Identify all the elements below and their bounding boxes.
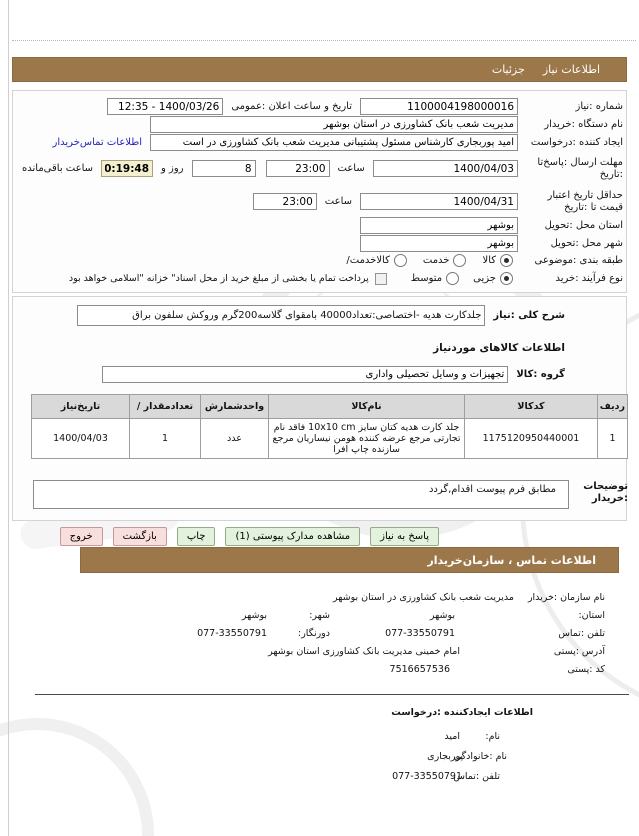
- category-goods-service-radio[interactable]: [394, 254, 407, 267]
- reply-to-need-button[interactable]: پاسخ به نیاز: [370, 527, 439, 546]
- col-need-date: تاریخ‌نیاز: [32, 395, 130, 419]
- process-minor-radio[interactable]: [500, 272, 513, 285]
- buyer-notes-label: [583, 481, 628, 505]
- org-fax-value: 077-33550791: [197, 628, 267, 639]
- item-need-date: 1400/04/03: [32, 419, 130, 459]
- announce-datetime-input[interactable]: [107, 98, 223, 115]
- response-deadline-row: [14, 157, 623, 180]
- delivery-province-input[interactable]: [360, 217, 518, 234]
- need-description-field[interactable]: جلدکارت هدیه -اختصاصی:تعداد40000 بامقوای گلاسه200گرم وروکش سلفون براق: [77, 305, 485, 326]
- subject-category-row: [14, 254, 623, 267]
- delivery-province-label: استان محل :تحویل: [544, 219, 623, 231]
- need-number-label: شماره :نیاز: [575, 100, 623, 112]
- item-name: جلد کارت هدیه کتان سایز 10x10 cm فاقد نام تجارتی مرجع عرضه کننده هومن نیساریان مرجع سازنده چاپ افرا: [269, 419, 465, 459]
- item-quantity: 1: [130, 419, 201, 459]
- process-type-row: [14, 272, 623, 285]
- response-deadline-label-line1: مهلت ارسال :پاسخ‌تا: [537, 157, 623, 168]
- price-validity-row: [14, 190, 623, 213]
- col-quantity: / تعدادمقدار: [130, 395, 201, 419]
- top-tab-bar: [12, 57, 627, 82]
- deadline-hour-label: ساعت: [337, 163, 365, 174]
- section-divider-line: [35, 694, 629, 695]
- process-medium-radio[interactable]: [446, 272, 459, 285]
- process-medium-option-label: متوسط: [410, 273, 443, 284]
- goods-group-label: گروه :کالا: [516, 369, 565, 380]
- process-type-label: نوع فرآیند :خرید: [555, 272, 623, 284]
- days-left-input[interactable]: [192, 160, 256, 177]
- buyer-device-input[interactable]: [150, 116, 518, 133]
- col-unit: واحدشمارش: [201, 395, 269, 419]
- price-validity-label-line1: حداقل تاریخ اعتبار: [547, 190, 623, 201]
- creator-lname-label: نام :خانوادگی: [453, 751, 507, 762]
- items-table: [31, 394, 628, 459]
- category-goods-option-label: کالا: [482, 255, 496, 266]
- org-name-label: نام سازمان :خریدار: [527, 592, 605, 603]
- deadline-date-input[interactable]: [373, 160, 518, 177]
- category-service-option-label: خدمت: [422, 255, 450, 266]
- item-unit: عدد: [201, 419, 269, 459]
- goods-group-row: [14, 366, 565, 383]
- org-name-value: مدیریت شعب بانک کشاورزی در استان بوشهر: [333, 592, 514, 603]
- org-city-value: بوشهر: [241, 610, 267, 621]
- creator-phone-label: تلفن :تماس: [453, 771, 500, 782]
- subject-category-label: طبقه بندی :موضوعی: [534, 254, 623, 266]
- category-goods-radio[interactable]: [500, 254, 513, 267]
- price-validity-label-line2: قیمت تا :تاریخ: [564, 201, 623, 213]
- watermark-arc-bottom-left: [0, 718, 154, 836]
- category-goods-service-option-label: /کالاخدمت: [346, 255, 390, 266]
- org-contact-header-text: اطلاعات تماس ، سازمان‌خریدار: [427, 553, 596, 567]
- buyer-device-row: [14, 116, 623, 133]
- creator-fname-label: نام:: [485, 731, 500, 742]
- org-postal-value: 7516657536: [389, 664, 450, 675]
- org-phone-value: 077-33550791: [385, 628, 455, 639]
- deadline-hour-input[interactable]: [266, 160, 330, 177]
- creator-phone-value: 077-33550791: [392, 771, 462, 782]
- tab-need-info[interactable]: اطلاعات نیاز: [542, 63, 600, 76]
- response-deadline-label-line2: :تاریخ: [599, 168, 623, 180]
- creator-lname-value: پوربجاری: [427, 751, 463, 762]
- org-fax-label: دورنگار:: [298, 628, 330, 639]
- org-address-value: امام خمینی مدیریت بانک کشاورزی استان بوشهر: [268, 646, 460, 657]
- exit-button[interactable]: خروج: [60, 527, 103, 546]
- category-service-radio[interactable]: [453, 254, 466, 267]
- item-table-row: [32, 419, 628, 459]
- org-city-label: شهر:: [309, 610, 330, 621]
- request-creator-input[interactable]: [150, 134, 518, 151]
- response-deadline-label: [523, 157, 623, 180]
- creator-fname-value: امید: [444, 731, 460, 742]
- col-row-index: ردیف: [598, 395, 628, 419]
- remaining-hours-label: ساعت باقی‌مانده: [22, 163, 94, 174]
- col-item-code: کدکالا: [465, 395, 598, 419]
- announce-datetime-label: تاریخ و ساعت اعلان :عمومی: [231, 101, 352, 112]
- price-validity-label: [523, 190, 623, 213]
- top-dotted-divider: [12, 40, 636, 41]
- delivery-city-label: شهر محل :تحویل: [550, 237, 623, 249]
- org-postal-label: کد :پستی: [567, 664, 605, 675]
- tab-details[interactable]: جزئیات: [491, 63, 525, 76]
- validity-date-input[interactable]: [360, 193, 518, 210]
- buyer-notes-label-line1: توضیحات: [583, 481, 628, 492]
- treasury-payment-checkbox[interactable]: [375, 273, 387, 285]
- col-item-name: نام‌کالا: [269, 395, 465, 419]
- buyer-contact-link[interactable]: اطلاعات تماس‌خریدار: [52, 137, 142, 148]
- delivery-city-input[interactable]: [360, 235, 518, 252]
- org-contact-header-bar: [80, 547, 619, 573]
- request-creator-label: ایجاد کننده :درخواست: [530, 136, 623, 148]
- org-address-label: آدرس :پستی: [553, 646, 605, 657]
- view-attachments-button[interactable]: مشاهده مدارک پیوستی (1): [225, 527, 360, 546]
- back-button[interactable]: بازگشت: [113, 527, 167, 546]
- org-province-value: بوشهر: [429, 610, 455, 621]
- page-left-border: [8, 0, 9, 836]
- items-table-header-row: [32, 395, 628, 419]
- countdown-timer: [101, 160, 153, 177]
- days-and-label: روز و: [161, 163, 184, 174]
- process-minor-option-label: جزیی: [473, 273, 496, 284]
- need-number-row: [14, 98, 623, 115]
- print-button[interactable]: چاپ: [177, 527, 216, 546]
- buyer-notes-label-line2: :خریدار: [591, 493, 628, 504]
- delivery-province-row: [14, 217, 623, 234]
- delivery-city-row: [14, 235, 623, 252]
- treasury-payment-note: پرداخت تمام یا بخشی از مبلغ خرید از محل اسناد" خزانه "اسلامی خواهد بود: [68, 273, 369, 284]
- radio-dot-icon: [504, 276, 509, 281]
- validity-hour-input[interactable]: [253, 193, 317, 210]
- goods-group-input[interactable]: [102, 366, 508, 383]
- action-button-row: [60, 527, 439, 546]
- need-number-input[interactable]: [360, 98, 518, 115]
- item-code: 1175120950440001: [465, 419, 598, 459]
- buyer-notes-field[interactable]: مطابق فرم پیوست اقدام,گردد: [33, 480, 569, 509]
- validity-hour-label: ساعت: [324, 196, 352, 207]
- radio-dot-icon: [504, 258, 509, 263]
- buyer-device-label: نام دستگاه :خریدار: [544, 118, 623, 130]
- request-creator-row: [14, 134, 623, 151]
- need-description-row: [14, 305, 565, 326]
- required-items-header: اطلاعات کالاهای موردنیاز: [433, 342, 565, 354]
- need-description-label: شرح کلی :نیاز: [493, 310, 565, 321]
- org-phone-label: تلفن :تماس: [558, 628, 605, 639]
- item-row-index: 1: [598, 419, 628, 459]
- creator-info-header: اطلاعات ایجادکننده :درخواست: [391, 707, 533, 718]
- org-province-label: استان:: [578, 610, 605, 621]
